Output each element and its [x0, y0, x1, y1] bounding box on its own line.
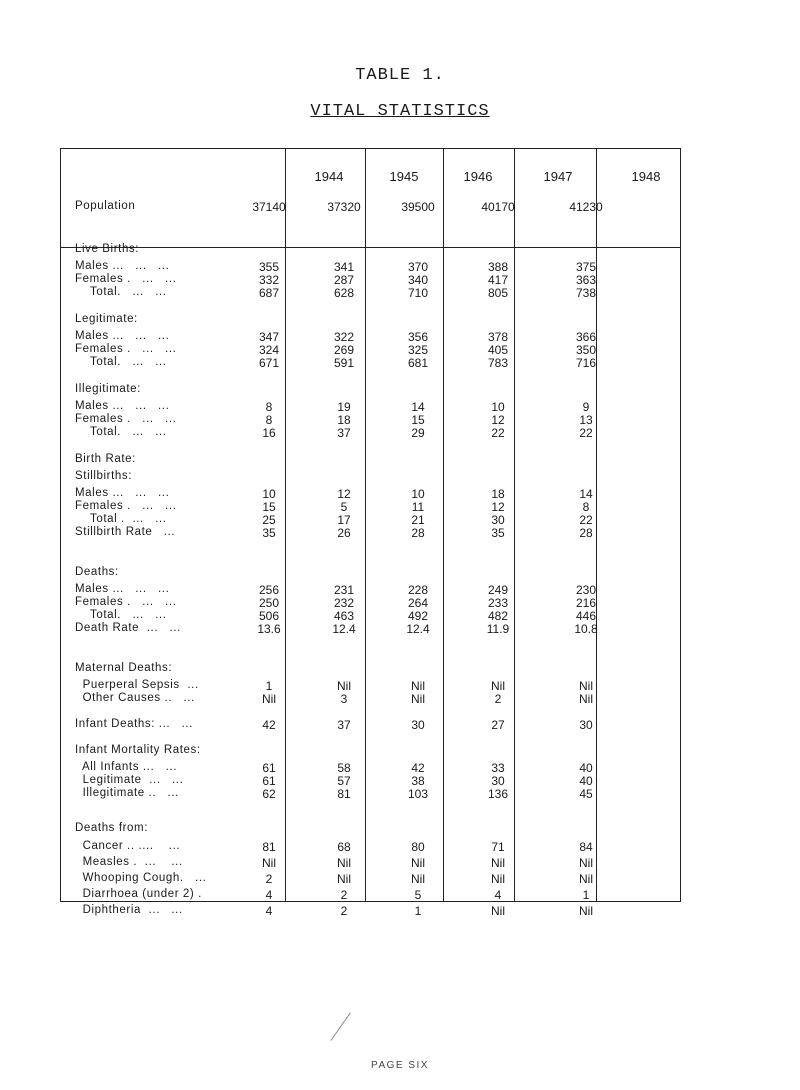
row-value: 2 [494, 692, 502, 706]
row-value: 41230 [569, 200, 603, 214]
row-value: 19 [337, 400, 351, 414]
row-label: Females . ... ... [75, 343, 177, 355]
row-value: Nil [491, 679, 505, 693]
row-value: 482 [487, 609, 509, 623]
row-value: 28 [411, 526, 425, 540]
row-label: Illegitimate: [75, 383, 141, 395]
row-value: 17 [337, 513, 351, 527]
row-value: 1 [582, 888, 590, 902]
row-label: Stillbirths: [75, 470, 133, 482]
row-value: 3 [340, 692, 348, 706]
row-value: 61 [262, 761, 276, 775]
row-value: Nil [411, 679, 425, 693]
row-value: Nil [579, 904, 593, 918]
year-header: 1946 [463, 169, 493, 184]
year-header: 1947 [543, 169, 573, 184]
row-value: 506 [258, 609, 280, 623]
pencil-mark [330, 1013, 351, 1042]
row-value: Nil [262, 692, 276, 706]
row-value: 10.8 [574, 622, 598, 636]
row-value: 446 [575, 609, 597, 623]
row-value: 22 [579, 513, 593, 527]
row-value: 5 [414, 888, 422, 902]
row-value: Nil [579, 872, 593, 886]
row-value: 39500 [401, 200, 435, 214]
row-value: 29 [411, 426, 425, 440]
row-value: 231 [333, 583, 355, 597]
row-value: 62 [262, 787, 276, 801]
table-row [0, 383, 800, 399]
row-value: Nil [337, 679, 351, 693]
table-row [0, 744, 800, 760]
row-value: 37 [337, 426, 351, 440]
row-value: 27 [491, 718, 505, 732]
row-label: Live Births: [75, 243, 140, 255]
table-row [0, 888, 800, 904]
row-value: 12 [491, 413, 505, 427]
row-value: 30 [491, 513, 505, 527]
row-value: 4 [494, 888, 502, 902]
row-value: 15 [411, 413, 425, 427]
row-value: 716 [575, 356, 597, 370]
row-label: All Infants ... ... [75, 761, 178, 773]
row-label: Total . ... ... [75, 513, 167, 525]
row-value: Nil [411, 692, 425, 706]
row-value: 405 [487, 343, 509, 357]
row-value: 40 [579, 761, 593, 775]
row-value: 5 [340, 500, 348, 514]
row-value: 11 [411, 500, 425, 514]
row-value: 8 [265, 413, 273, 427]
row-value: 2 [265, 872, 273, 886]
row-value: 12 [337, 487, 351, 501]
row-value: 230 [575, 583, 597, 597]
row-value: 783 [487, 356, 509, 370]
row-label: Males ... ... ... [75, 260, 170, 272]
row-value: 256 [258, 583, 280, 597]
row-label: Cancer .. .... ... [75, 840, 181, 852]
table-row [0, 840, 800, 856]
row-value: 356 [407, 330, 429, 344]
row-value: 13 [579, 413, 593, 427]
row-value: 687 [258, 286, 280, 300]
row-value: 681 [407, 356, 429, 370]
table-row [0, 286, 800, 302]
row-label: Puerperal Sepsis ... [75, 679, 199, 691]
row-label: Males ... ... ... [75, 487, 170, 499]
row-value: 347 [258, 330, 280, 344]
row-value: 378 [487, 330, 509, 344]
row-value: 805 [487, 286, 509, 300]
row-label: Females . ... ... [75, 273, 177, 285]
row-value: 30 [579, 718, 593, 732]
row-value: 80 [411, 840, 425, 854]
row-value: 25 [262, 513, 276, 527]
row-value: 2 [340, 904, 348, 918]
row-value: 81 [337, 787, 351, 801]
row-value: 325 [407, 343, 429, 357]
row-value: 591 [333, 356, 355, 370]
row-value: 37320 [327, 200, 361, 214]
row-label: Other Causes .. ... [75, 692, 195, 704]
row-value: 13.6 [257, 622, 281, 636]
row-value: 30 [411, 718, 425, 732]
row-value: 57 [337, 774, 351, 788]
row-value: 363 [575, 273, 597, 287]
row-value: 366 [575, 330, 597, 344]
table-row [0, 200, 800, 216]
row-value: 16 [262, 426, 276, 440]
row-value: 84 [579, 840, 593, 854]
row-label: Females . ... ... [75, 500, 177, 512]
row-value: Nil [262, 856, 276, 870]
table-row [0, 622, 800, 638]
row-value: 58 [337, 761, 351, 775]
row-value: 269 [333, 343, 355, 357]
row-value: 12.4 [332, 622, 356, 636]
row-value: 103 [407, 787, 429, 801]
row-value: 250 [258, 596, 280, 610]
table-row [0, 526, 800, 542]
row-value: 68 [337, 840, 351, 854]
row-value: Nil [579, 856, 593, 870]
row-label: Males ... ... ... [75, 400, 170, 412]
row-label: Males ... ... ... [75, 583, 170, 595]
table-title: VITAL STATISTICS [310, 102, 490, 121]
row-value: 264 [407, 596, 429, 610]
row-label: Stillbirth Rate ... [75, 526, 176, 538]
row-label: Deaths: [75, 566, 119, 578]
row-value: 18 [491, 487, 505, 501]
row-label: Diphtheria ... ... [75, 904, 183, 916]
table-row [0, 856, 800, 872]
row-label: Total. ... ... [75, 286, 167, 298]
row-value: 249 [487, 583, 509, 597]
row-value: 10 [491, 400, 505, 414]
year-header: 1945 [389, 169, 419, 184]
row-value: 340 [407, 273, 429, 287]
row-value: Nil [579, 679, 593, 693]
table-row [0, 243, 800, 259]
row-label: Females . ... ... [75, 596, 177, 608]
row-value: 12.4 [406, 622, 430, 636]
row-label: Total. ... ... [75, 356, 167, 368]
row-value: 81 [262, 840, 276, 854]
row-value: 628 [333, 286, 355, 300]
row-value: 332 [258, 273, 280, 287]
row-value: 463 [333, 609, 355, 623]
table-row [0, 872, 800, 888]
row-value: 4 [265, 888, 273, 902]
row-value: 8 [265, 400, 273, 414]
row-label: Total. ... ... [75, 609, 167, 621]
row-value: 8 [582, 500, 590, 514]
row-value: Nil [491, 856, 505, 870]
row-value: 388 [487, 260, 509, 274]
row-value: Nil [337, 856, 351, 870]
year-header: 1944 [314, 169, 344, 184]
row-label: Whooping Cough. ... [75, 872, 207, 884]
row-value: 324 [258, 343, 280, 357]
row-value: 40 [579, 774, 593, 788]
row-value: 37140 [252, 200, 286, 214]
page-footer: PAGE SIX [371, 1060, 429, 1071]
row-value: 233 [487, 596, 509, 610]
table-number: TABLE 1. [355, 66, 445, 85]
row-value: 14 [411, 400, 425, 414]
row-value: 38 [411, 774, 425, 788]
row-value: 417 [487, 273, 509, 287]
row-label: Legitimate: [75, 313, 138, 325]
row-value: 1 [414, 904, 422, 918]
row-value: 287 [333, 273, 355, 287]
row-value: 4 [265, 904, 273, 918]
row-value: 370 [407, 260, 429, 274]
table-row [0, 662, 800, 678]
row-value: 10 [262, 487, 276, 501]
row-value: 216 [575, 596, 597, 610]
table-row [0, 718, 800, 734]
table-row [0, 787, 800, 803]
row-label: Total. ... ... [75, 426, 167, 438]
row-value: 21 [411, 513, 425, 527]
row-value: 710 [407, 286, 429, 300]
row-label: Birth Rate: [75, 453, 136, 465]
row-value: 2 [340, 888, 348, 902]
row-value: 35 [262, 526, 276, 540]
row-value: 22 [491, 426, 505, 440]
table-row [0, 692, 800, 708]
table-row [0, 356, 800, 372]
row-value: Nil [411, 872, 425, 886]
row-value: 42 [262, 718, 276, 732]
row-value: 136 [487, 787, 509, 801]
row-value: 341 [333, 260, 355, 274]
table-row [0, 904, 800, 920]
row-value: 28 [579, 526, 593, 540]
row-value: 11.9 [486, 622, 510, 636]
row-value: 232 [333, 596, 355, 610]
row-value: 228 [407, 583, 429, 597]
row-value: 12 [491, 500, 505, 514]
row-value: 33 [491, 761, 505, 775]
row-label: Infant Deaths: ... ... [75, 718, 193, 730]
row-value: 322 [333, 330, 355, 344]
row-value: 42 [411, 761, 425, 775]
row-label: Maternal Deaths: [75, 662, 173, 674]
row-value: 355 [258, 260, 280, 274]
row-value: Nil [579, 692, 593, 706]
row-label: Measles . ... ... [75, 856, 183, 868]
row-value: 37 [337, 718, 351, 732]
row-value: 18 [337, 413, 351, 427]
table-row [0, 313, 800, 329]
table-row [0, 822, 800, 838]
row-value: 9 [582, 400, 590, 414]
row-value: 10 [411, 487, 425, 501]
row-value: Nil [411, 856, 425, 870]
table-row [0, 470, 800, 486]
row-value: Nil [337, 872, 351, 886]
row-value: 26 [337, 526, 351, 540]
row-value: 30 [491, 774, 505, 788]
row-label: Infant Mortality Rates: [75, 744, 201, 756]
row-value: 350 [575, 343, 597, 357]
row-label: Diarrhoea (under 2) . [75, 888, 202, 900]
row-value: 45 [579, 787, 593, 801]
row-label: Deaths from: [75, 822, 149, 834]
row-value: 375 [575, 260, 597, 274]
row-label: Population [75, 200, 136, 212]
row-label: Males ... ... ... [75, 330, 170, 342]
table-row [0, 453, 800, 469]
row-value: 14 [579, 487, 593, 501]
row-label: Females . ... ... [75, 413, 177, 425]
row-value: 71 [491, 840, 505, 854]
row-label: Legitimate ... ... [75, 774, 184, 786]
table-row [0, 566, 800, 582]
row-value: 671 [258, 356, 280, 370]
row-label: Illegitimate .. ... [75, 787, 179, 799]
year-header: 1948 [631, 169, 661, 184]
row-label: Death Rate ... ... [75, 622, 181, 634]
row-value: Nil [491, 872, 505, 886]
row-value: 492 [407, 609, 429, 623]
row-value: 22 [579, 426, 593, 440]
row-value: 1 [265, 679, 273, 693]
row-value: 35 [491, 526, 505, 540]
row-value: 61 [262, 774, 276, 788]
row-value: 15 [262, 500, 276, 514]
row-value: 738 [575, 286, 597, 300]
table-row [0, 426, 800, 442]
row-value: 40170 [481, 200, 515, 214]
row-value: Nil [491, 904, 505, 918]
